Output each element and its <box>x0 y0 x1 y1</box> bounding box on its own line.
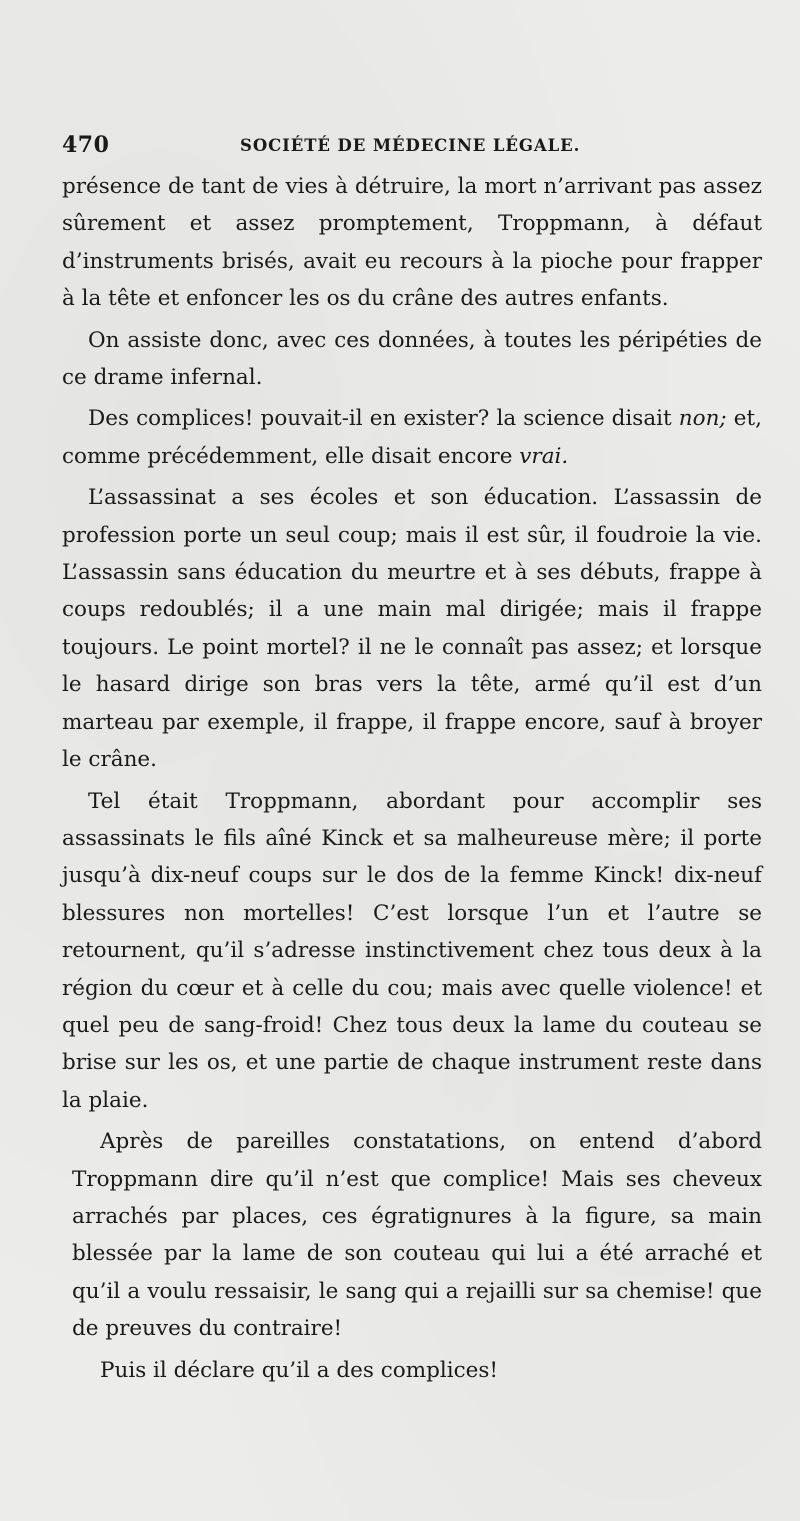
paragraph-6: Après de pareilles constatations, on entend d’abord Troppmann dire qu’il n’est que complice! Mais ses cheveux arrachés par places, ces égratignures à la figure, sa main blessée par la lame de son couteau qui lui a été arraché et qu’il a voulu ressaisir, le sang qui a rejailli sur sa chemise! que de preuves du contraire! <box>72 1129 762 1342</box>
paragraph-2: On assiste donc, avec ces données, à toutes les péripéties de ce drame infernal. <box>62 327 762 391</box>
paragraph-3 <box>62 400 762 475</box>
body-text <box>62 168 762 1393</box>
page-header <box>62 132 762 162</box>
paragraph-3-text-middle: et, comme précédemment, elle disait encore <box>62 406 762 469</box>
paragraph-3-italic-vrai: vrai. <box>519 443 569 469</box>
paragraph-5: Tel était Troppmann, abordant pour accomplir ses assassinats le fils aîné Kinck et sa malheureuse mère; il porte jusqu’à dix-neuf coups sur le dos de la femme Kinck! dix-neuf blessures non mortelles! C’est lorsque l’un et l’autre se retournent, qu’il s’adresse instinctivement chez tous deux à la région du cœur et à celle du cou; mais avec quelle violence! et quel peu de sang-froid! Chez tous deux la lame du couteau se brise sur les os, et une partie de chaque instrument reste dans la plaie. <box>62 788 762 1113</box>
page-number: 470 <box>62 132 110 158</box>
paragraph-3-text-before: Des complices! pouvait-il en exister? la science disait <box>88 406 679 432</box>
paragraph-7: Puis il déclare qu’il a des complices! <box>100 1357 499 1383</box>
running-head: SOCIÉTÉ DE MÉDECINE LÉGALE. <box>240 136 581 155</box>
paragraph-4: L’assassinat a ses écoles et son éducation. L’assassin de profession porte un seul coup; mais il est sûr, il foudroie la vie. L’assassin sans éducation du meurtre et à ses débuts, frappe à coups redoublés; il a une main mal dirigée; mais il frappe toujours. Le point mortel? il ne le connaît pas assez; et lorsque le hasard dirige son bras vers la tête, armé qu’il est d’un marteau par exemple, il frappe, il frappe encore, sauf à broyer le crâne. <box>62 485 762 773</box>
paragraph-3-italic-non: non; <box>678 406 727 432</box>
paragraph-1: présence de tant de vies à détruire, la mort n’arrivant pas assez sûrement et assez promptement, Troppmann, à défaut d’instruments brisés, avait eu recours à la pioche pour frapper à la tête et enfoncer les os du crâne des autres enfants. <box>62 174 762 312</box>
